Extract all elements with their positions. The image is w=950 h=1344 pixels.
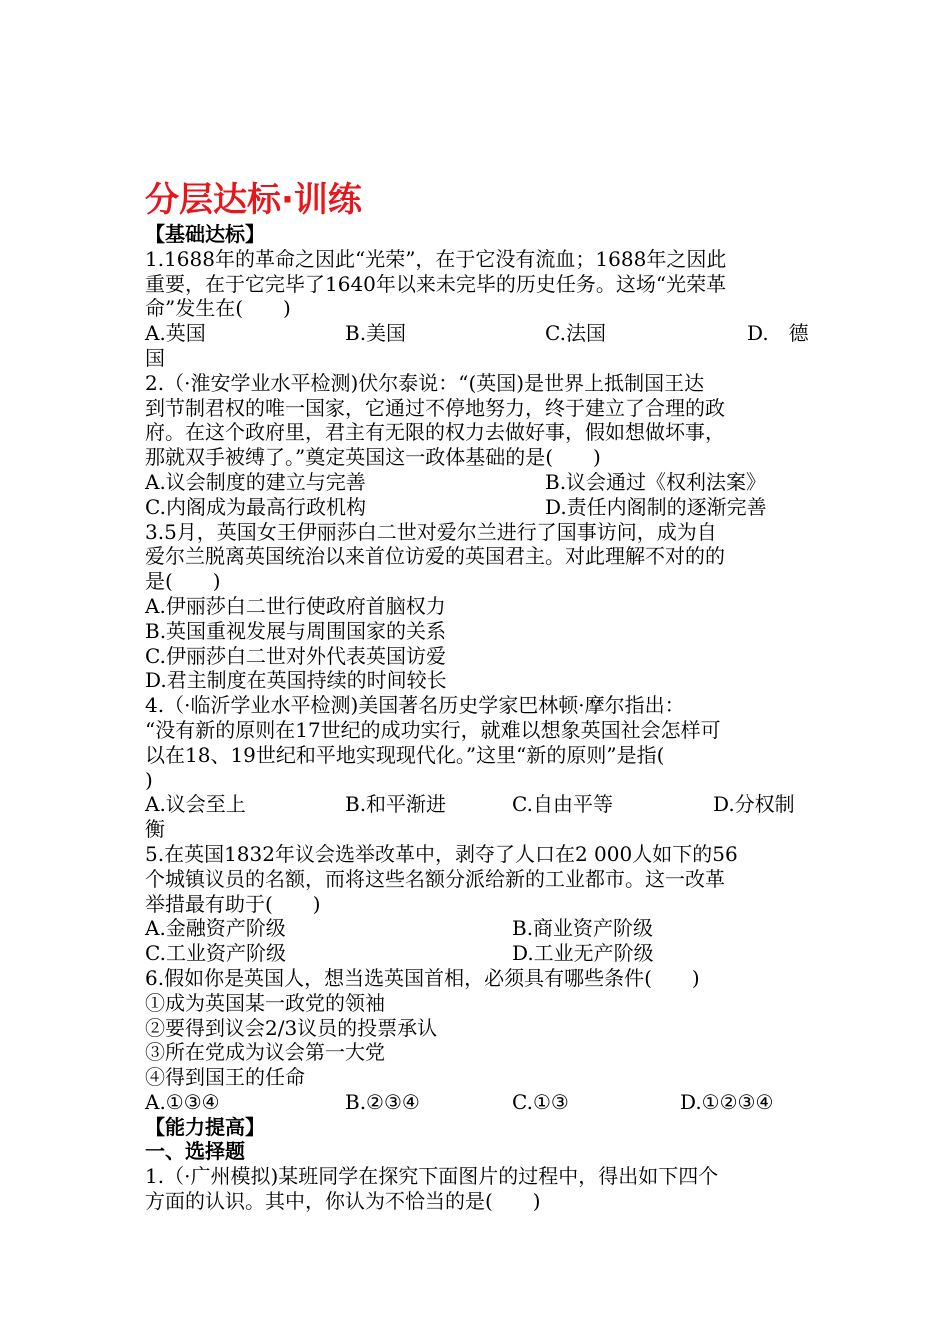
option-d[interactable]: D.①②③④ (680, 1089, 774, 1114)
question-5-options-row-2 (145, 941, 810, 966)
question-6-options (145, 1090, 810, 1115)
option-d[interactable]: D.分权制 (713, 792, 795, 817)
question-6-line-1: 6.假如你是英国人，想当选英国首相，必须具有哪些条件( ) (145, 965, 700, 990)
question-3-line-2: 爱尔兰脱离英国统治以来首位访爱的英国君主。对此理解不对的的 (145, 544, 725, 569)
document-page (145, 178, 810, 1214)
option-c[interactable]: C.内阁成为最高行政机构 (145, 494, 366, 519)
question-2-line-3: 府。在这个政府里，君主有无限的权力去做好事，假如想做坏事， (145, 420, 725, 445)
question-2-line-2: 到节制君权的唯一国家，它通过不停地努力，终于建立了合理的政 (145, 395, 725, 420)
option-a[interactable]: A.议会制度的建立与完善 (145, 469, 366, 494)
question-4-line-1: 4.（·临沂学业水平检测)美国著名历史学家巴林顿·摩尔指出： (145, 693, 685, 718)
option-a[interactable]: A.①③④ (145, 1089, 220, 1114)
question-1-options (145, 321, 810, 346)
question-6-item-3: ③所在党成为议会第一大党 (145, 1040, 385, 1065)
question-2-options-row-1 (145, 470, 810, 495)
option-b[interactable]: B.和平渐进 (345, 792, 447, 817)
option-b[interactable]: B.②③④ (345, 1089, 420, 1114)
option-d[interactable]: D.工业无产阶级 (512, 941, 654, 966)
question-5-options-row-1 (145, 916, 810, 941)
option-b[interactable]: B.议会通过《权利法案》 (545, 469, 767, 494)
option-a[interactable]: A.议会至上 (145, 792, 246, 817)
question-4-line-4: ) (145, 767, 153, 792)
question-3-line-1: 3.5月，英国女王伊丽莎白二世对爱尔兰进行了国事访问，成为自 (145, 519, 717, 544)
question-2-line-1: 2.（·淮安学业水平检测)伏尔泰说：“(英国)是世界上抵制国王达 (145, 370, 705, 395)
option-d[interactable]: D. 德 (747, 321, 809, 346)
option-c[interactable]: C.法国 (545, 321, 606, 346)
page-title: 分层达标·训练 (145, 180, 362, 220)
option-c[interactable]: C.工业资产阶级 (145, 941, 286, 966)
question-5-line-2: 个城镇议员的名额，而将这些名额分派给新的工业都市。这一改革 (145, 866, 725, 891)
question-1-option-wrap: 国 (145, 345, 165, 370)
option-a[interactable]: A.伊丽莎白二世行使政府首脑权力 (145, 593, 446, 618)
option-d[interactable]: D.君主制度在英国持续的时间较长 (145, 668, 447, 693)
question-6-item-4: ④得到国王的任命 (145, 1065, 305, 1090)
section-ability: 【能力提高】 (145, 1114, 265, 1139)
option-a[interactable]: A.英国 (145, 321, 206, 346)
option-a[interactable]: A.金融资产阶级 (145, 916, 286, 941)
question-5-line-3: 举措最有助于( ) (145, 891, 321, 916)
option-b[interactable]: B.美国 (345, 321, 407, 346)
question-5-line-1: 5.在英国1832年议会选举改革中，剥夺了人口在2 000人如下的56 (145, 841, 738, 866)
question-2-line-4: 那就双手被缚了。”奠定英国这一政体基础的是( ) (145, 445, 601, 470)
question-4-option-wrap: 衡 (145, 817, 165, 842)
question-1-line-3: 命”发生在( ) (145, 296, 291, 321)
question-1-line-1: 1.1688年的革命之因此“光荣”，在于它没有流血；1688年之因此 (145, 246, 727, 271)
question-1-line-2: 重要，在于它完毕了1640年以来未完毕的历史任务。这场“光荣革 (145, 271, 727, 296)
option-c[interactable]: C.自由平等 (512, 792, 613, 817)
section-choice: 一、选择题 (145, 1139, 245, 1164)
option-b[interactable]: B.英国重视发展与周围国家的关系 (145, 618, 447, 643)
question-7-line-1: 1.（·广州模拟)某班同学在探究下面图片的过程中，得出如下四个 (145, 1164, 719, 1189)
question-3-line-3: 是( ) (145, 569, 221, 594)
question-7-line-2: 方面的认识。其中，你认为不恰当的是( ) (145, 1189, 541, 1214)
question-2-options-row-2 (145, 495, 810, 520)
option-c[interactable]: C.①③ (512, 1089, 569, 1114)
option-c[interactable]: C.伊丽莎白二世对外代表英国访爱 (145, 643, 446, 668)
question-4-line-3: 以在18、19世纪和平地实现现代化。”这里“新的原则”是指( (145, 742, 665, 767)
section-basic: 【基础达标】 (145, 222, 265, 246)
option-b[interactable]: B.商业资产阶级 (512, 916, 654, 941)
option-d[interactable]: D.责任内阁制的逐渐完善 (545, 494, 767, 519)
question-4-line-2: “没有新的原则在17世纪的成功实行，就难以想象英国社会怎样可 (145, 717, 721, 742)
question-6-item-1: ①成为英国某一政党的领袖 (145, 990, 385, 1015)
question-6-item-2: ②要得到议会2/3议员的投票承认 (145, 1015, 438, 1040)
question-4-options (145, 792, 810, 817)
